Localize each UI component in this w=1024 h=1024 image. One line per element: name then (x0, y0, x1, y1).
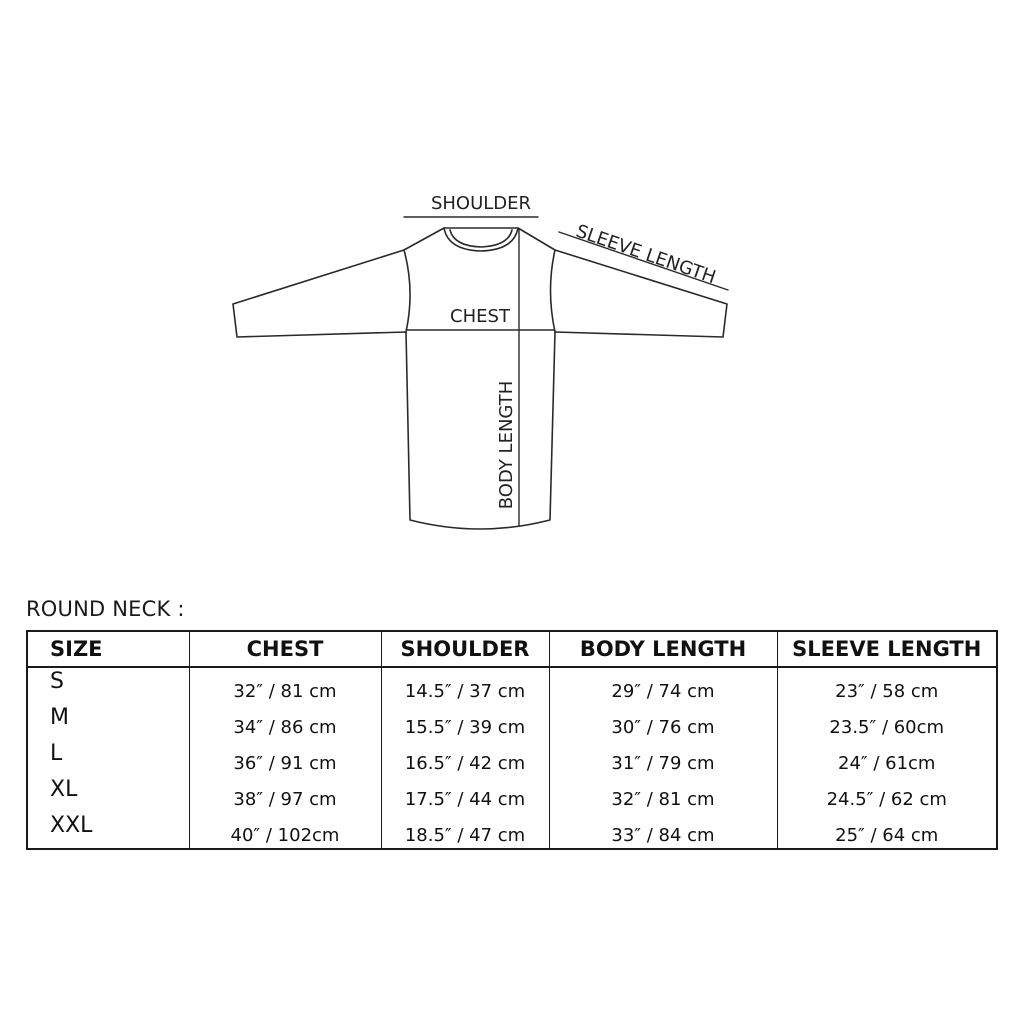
sleeve-length-cell: 23.5″ / 60cm (777, 704, 997, 740)
sleeve-length-cell: 23″ / 58 cm (777, 667, 997, 704)
size-cell: L (27, 740, 189, 776)
table-header-row (27, 631, 997, 667)
sleeve-length-cell: 24″ / 61cm (777, 740, 997, 776)
body-length-cell: 30″ / 76 cm (549, 704, 777, 740)
shoulder-cell: 15.5″ / 39 cm (381, 704, 549, 740)
size-cell: XL (27, 776, 189, 812)
chest-cell: 40″ / 102cm (189, 812, 381, 849)
size-chart-table (26, 630, 998, 850)
sleeve-length-cell: 24.5″ / 62 cm (777, 776, 997, 812)
table-row (27, 776, 997, 812)
shoulder-cell: 17.5″ / 44 cm (381, 776, 549, 812)
chest-cell: 34″ / 86 cm (189, 704, 381, 740)
left-armhole-seam (404, 250, 410, 332)
header-body-length: BODY LENGTH (549, 631, 777, 667)
shirt-outline (233, 228, 727, 529)
size-cell: M (27, 704, 189, 740)
table-row (27, 740, 997, 776)
body-length-cell: 31″ / 79 cm (549, 740, 777, 776)
sleeve-length-cell: 25″ / 64 cm (777, 812, 997, 849)
body-length-cell: 32″ / 81 cm (549, 776, 777, 812)
header-size: SIZE (27, 631, 189, 667)
body-length-cell: 29″ / 74 cm (549, 667, 777, 704)
header-shoulder: SHOULDER (381, 631, 549, 667)
chest-cell: 38″ / 97 cm (189, 776, 381, 812)
shoulder-cell: 18.5″ / 47 cm (381, 812, 549, 849)
table-row (27, 667, 997, 704)
header-chest: CHEST (189, 631, 381, 667)
size-cell: XXL (27, 812, 189, 849)
body-length-cell: 33″ / 84 cm (549, 812, 777, 849)
section-title: ROUND NECK : (26, 597, 185, 621)
table-row (27, 704, 997, 740)
body-length-label: BODY LENGTH (496, 380, 517, 510)
sleeve-length-label: SLEEVE LENGTH (573, 220, 719, 289)
size-cell: S (27, 667, 189, 704)
shoulder-cell: 16.5″ / 42 cm (381, 740, 549, 776)
table-row (27, 812, 997, 849)
header-sleeve-length: SLEEVE LENGTH (777, 631, 997, 667)
chest-cell: 36″ / 91 cm (189, 740, 381, 776)
chest-label: CHEST (450, 306, 510, 327)
chest-cell: 32″ / 81 cm (189, 667, 381, 704)
right-armhole-seam (551, 250, 556, 332)
shoulder-cell: 14.5″ / 37 cm (381, 667, 549, 704)
shoulder-label: SHOULDER (430, 193, 532, 214)
